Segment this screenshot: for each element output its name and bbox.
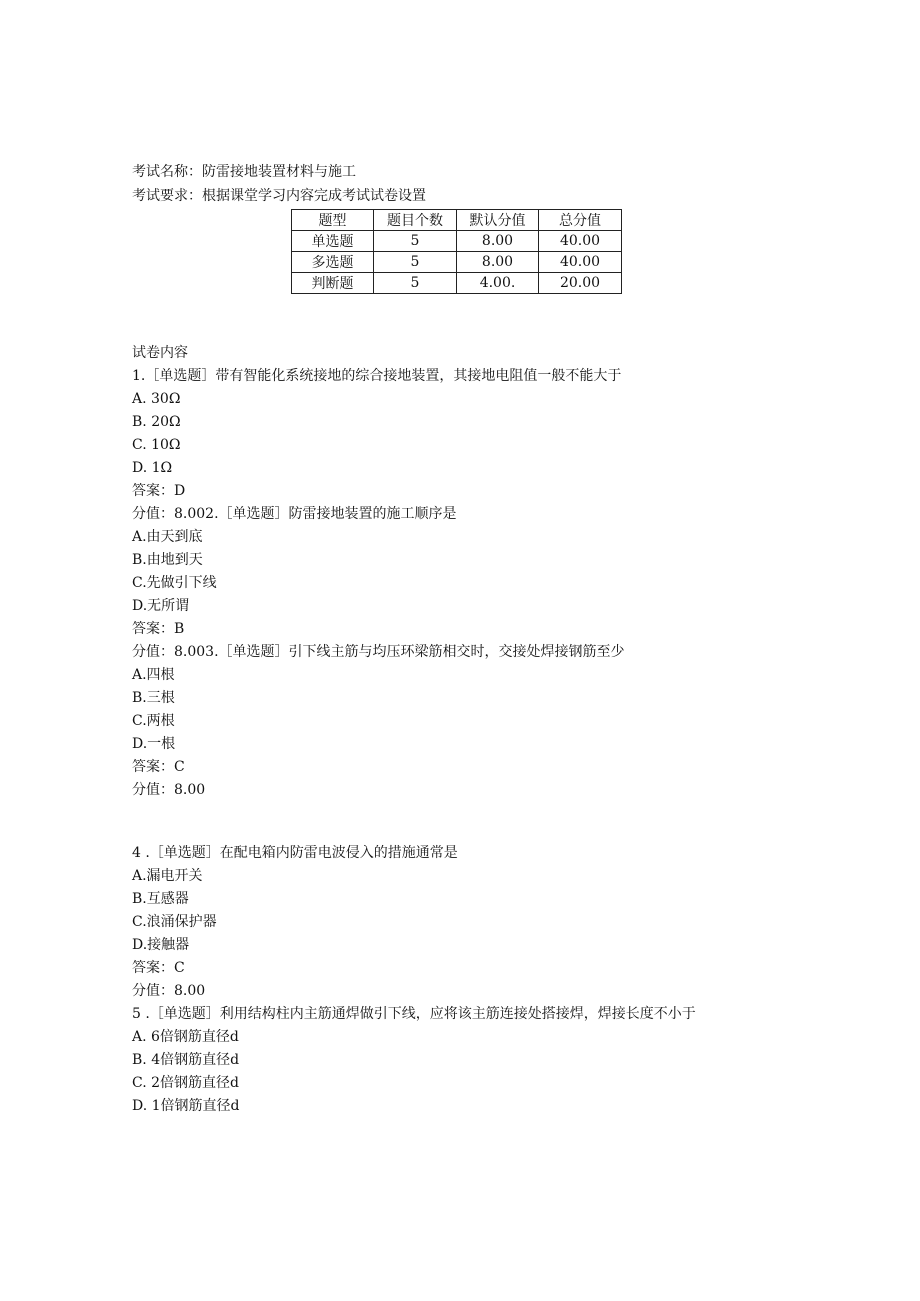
table-cell: 40.00 xyxy=(539,252,622,273)
content-line: C. 10Ω xyxy=(132,437,181,453)
header-cell: 题目个数 xyxy=(374,210,457,231)
header-cell: 总分值 xyxy=(539,210,622,231)
content-line: B.三根 xyxy=(132,690,175,706)
content-line: A. 30Ω xyxy=(132,391,181,407)
content-line: A.由天到底 xyxy=(132,529,203,545)
content-line: 5 .［单选题］利用结构柱内主筋通焊做引下线，应将该主筋连接处搭接焊，焊接长度不小于 xyxy=(132,1006,696,1022)
content-line: D.一根 xyxy=(132,736,176,752)
table-cell: 5 xyxy=(374,231,457,252)
content-line: D. 1倍钢筋直径d xyxy=(132,1098,240,1114)
content-line: D.接触器 xyxy=(132,937,190,953)
content-line: B. 20Ω xyxy=(132,414,181,430)
table-cell: 判断题 xyxy=(292,273,374,294)
content-line: C.先做引下线 xyxy=(132,575,217,591)
content-line: 分值：8.002.［单选题］防雷接地装置的施工顺序是 xyxy=(132,506,457,522)
table-row xyxy=(292,252,622,273)
content-line: C.浪涌保护器 xyxy=(132,914,217,930)
table-cell: 20.00 xyxy=(539,273,622,294)
content-line: 答案：D xyxy=(132,483,186,499)
content-line: 分值：8.00 xyxy=(132,782,206,798)
header-cell: 默认分值 xyxy=(457,210,539,231)
table-cell: 单选题 xyxy=(292,231,374,252)
table-cell: 多选题 xyxy=(292,252,374,273)
content-line: 分值：8.00 xyxy=(132,983,206,999)
content-line: C. 2倍钢筋直径d xyxy=(132,1075,239,1091)
content-line: 4 .［单选题］在配电箱内防雷电波侵入的措施通常是 xyxy=(132,845,458,861)
content-line: 分值：8.003.［单选题］引下线主筋与均压环梁筋相交时，交接处焊接钢筋至少 xyxy=(132,644,625,660)
content-line: B.互感器 xyxy=(132,891,189,907)
content-line: A.漏电开关 xyxy=(132,868,203,884)
content-line: 答案：B xyxy=(132,621,185,637)
content-line: 答案：C xyxy=(132,759,185,775)
table-cell: 8.00 xyxy=(457,231,539,252)
content-line: D.无所谓 xyxy=(132,598,190,614)
table-cell: 5 xyxy=(374,252,457,273)
exam-name: 考试名称：防雷接地装置材料与施工 xyxy=(132,164,356,180)
content-line: 1.［单选题］带有智能化系统接地的综合接地装置，其接地电阻值一般不能大于 xyxy=(132,368,622,384)
table-cell: 5 xyxy=(374,273,457,294)
content-line: B.由地到天 xyxy=(132,552,203,568)
exam-requirement: 考试要求：根据课堂学习内容完成考试试卷设置 xyxy=(132,188,426,204)
content-line: A.四根 xyxy=(132,667,175,683)
header-cell: 题型 xyxy=(292,210,374,231)
table-cell: 40.00 xyxy=(539,231,622,252)
content-line: A. 6倍钢筋直径d xyxy=(132,1029,239,1045)
content-line: C.两根 xyxy=(132,713,175,729)
content-line: D. 1Ω xyxy=(132,460,173,476)
table-row xyxy=(292,273,622,294)
section-title: 试卷内容 xyxy=(132,345,188,361)
table-cell: 4.00. xyxy=(457,273,539,294)
content-line: 答案：C xyxy=(132,960,185,976)
table-cell: 8.00 xyxy=(457,252,539,273)
table-row xyxy=(292,231,622,252)
content-line: B. 4倍钢筋直径d xyxy=(132,1052,240,1068)
table-header-row xyxy=(292,210,622,231)
summary-table xyxy=(291,209,622,294)
